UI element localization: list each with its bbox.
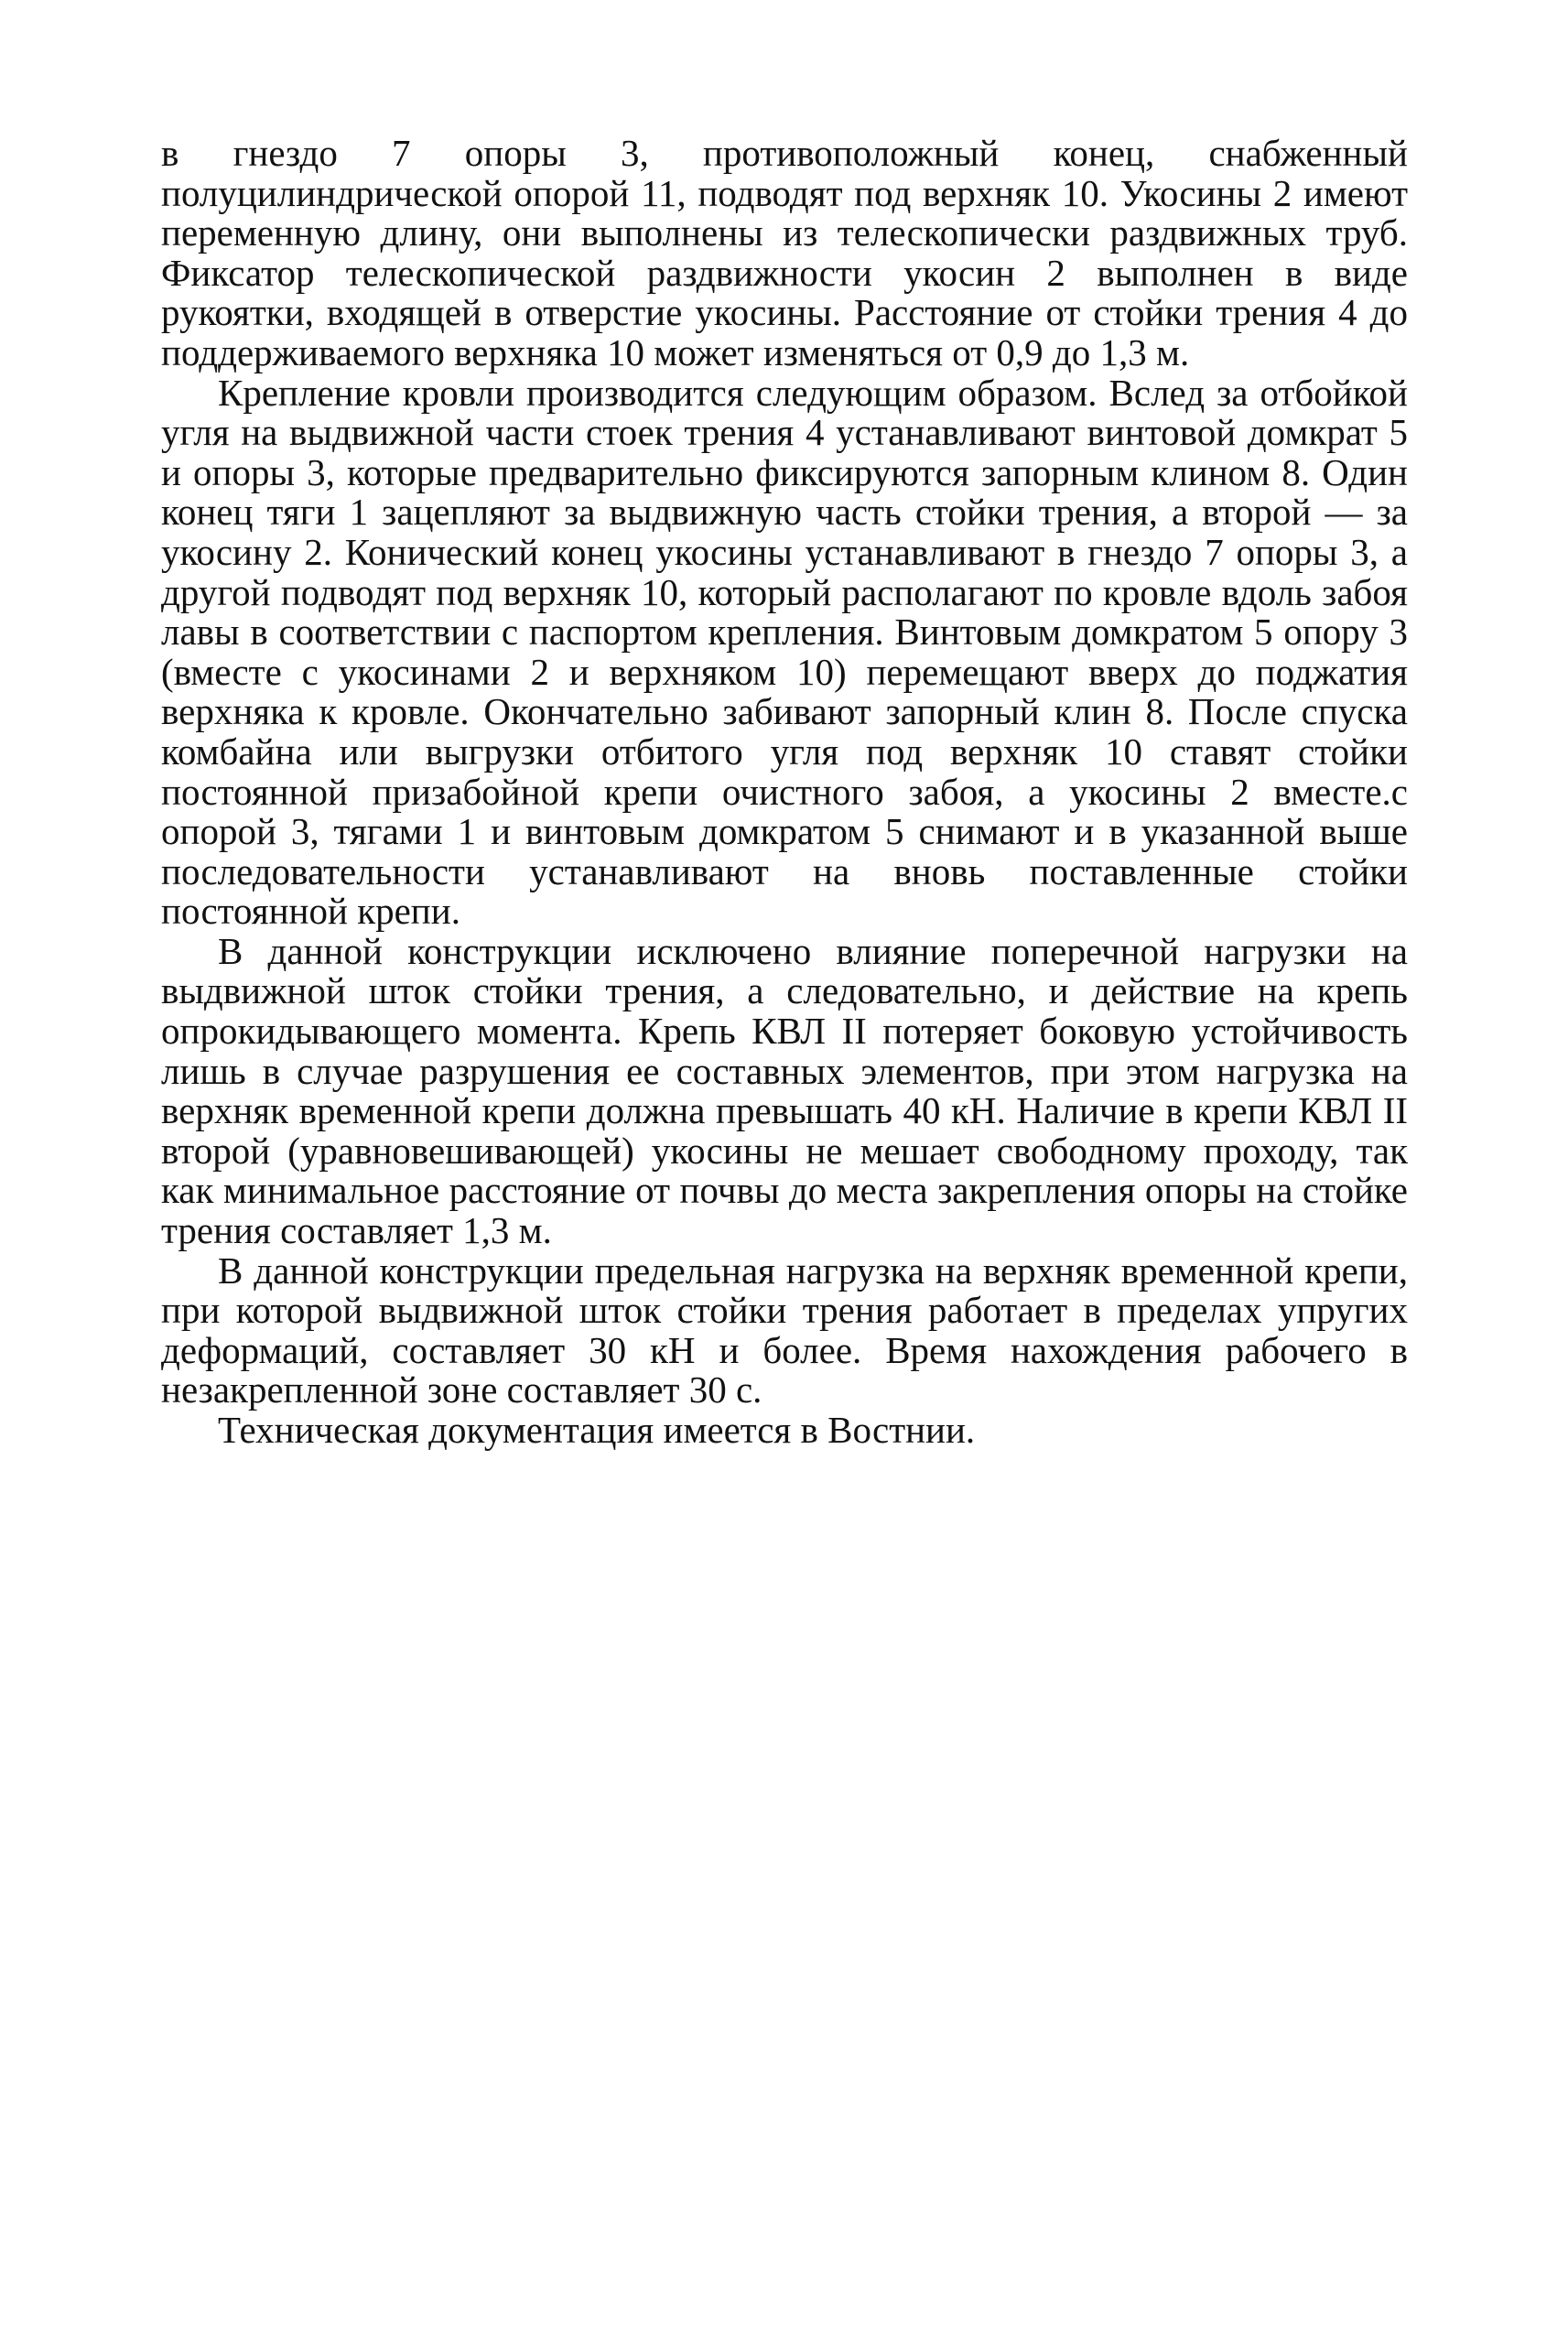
paragraph-documentation: Техническая документация имеется в Востнии. <box>218 1409 976 1451</box>
body-text <box>161 134 1408 1451</box>
paragraph-roof-support-procedure: Крепление кровли производится следующим образом. Вслед за отбойкой угля на выдвижной части стоек трения 4 устанавливают винтовой домкрат 5 и опоры 3, которые предварительно фиксируются запорным клином 8. Один конец тяги 1 зацепляют за выдвижную часть стойки трения, а второй — за укосину 2. Конический конец укосины устанавливают в гнездо 7 опоры 3, а другой подводят под верхняк 10, который располагают по кровле вдоль забоя лавы в соответствии с паспортом крепления. Винтовым домкратом 5 опору 3 (вместе с укосинами 2 и верхняком 10) перемещают вверх до поджатия верхняка к кровле. Окончательно забивают запорный клин 8. После спуска комбайна или выгрузки отбитого угля под верхняк 10 ставят стойки постоянной призабойной крепи очистного забоя, а укосины 2 вместе.с опорой 3, тягами 1 и винтовым домкратом 5 снимают и в указанной выше последовательности устанавливают на вновь поставленные стойки постоянной крепи. <box>161 371 1408 933</box>
paragraph-telescopic-struts: в гнездо 7 опоры 3, противоположный конец, снабженный полуцилиндрической опорой 11, подводят под верхняк 10. Укосины 2 имеют переменную длину, они выполнены из телескопически раздвижных труб. Фиксатор телескопической раздвижности укосин 2 выполнен в виде рукоятки, входящей в отверстие укосины. Расстояние от стойки трения 4 до поддерживаемого верхняка 10 может изменяться от 0,9 до 1,3 м. <box>161 132 1408 373</box>
paragraph-design-stability: В данной конструкции исключено влияние поперечной нагрузки на выдвижной шток стойки трения, а следовательно, и действие на крепь опрокидывающего момента. Крепь КВЛ II потеряет боковую устойчивость лишь в случае разрушения ее составных элементов, при этом нагрузка на верхняк временной крепи должна превышать 40 кН. Наличие в крепи КВЛ II второй (уравновешивающей) укосины не мешает свободному проходу, так как минимальное расстояние от почвы до места закрепления опоры на стойке трения составляет 1,3 м. <box>161 929 1408 1252</box>
paragraph-load-limits: В данной конструкции предельная нагрузка на верхняк временной крепи, при которой выдвижной шток стойки трения работает в пределах упругих деформаций, составляет 30 кН и более. Время нахождения рабочего в незакрепленной зоне составляет 30 с. <box>161 1249 1408 1411</box>
